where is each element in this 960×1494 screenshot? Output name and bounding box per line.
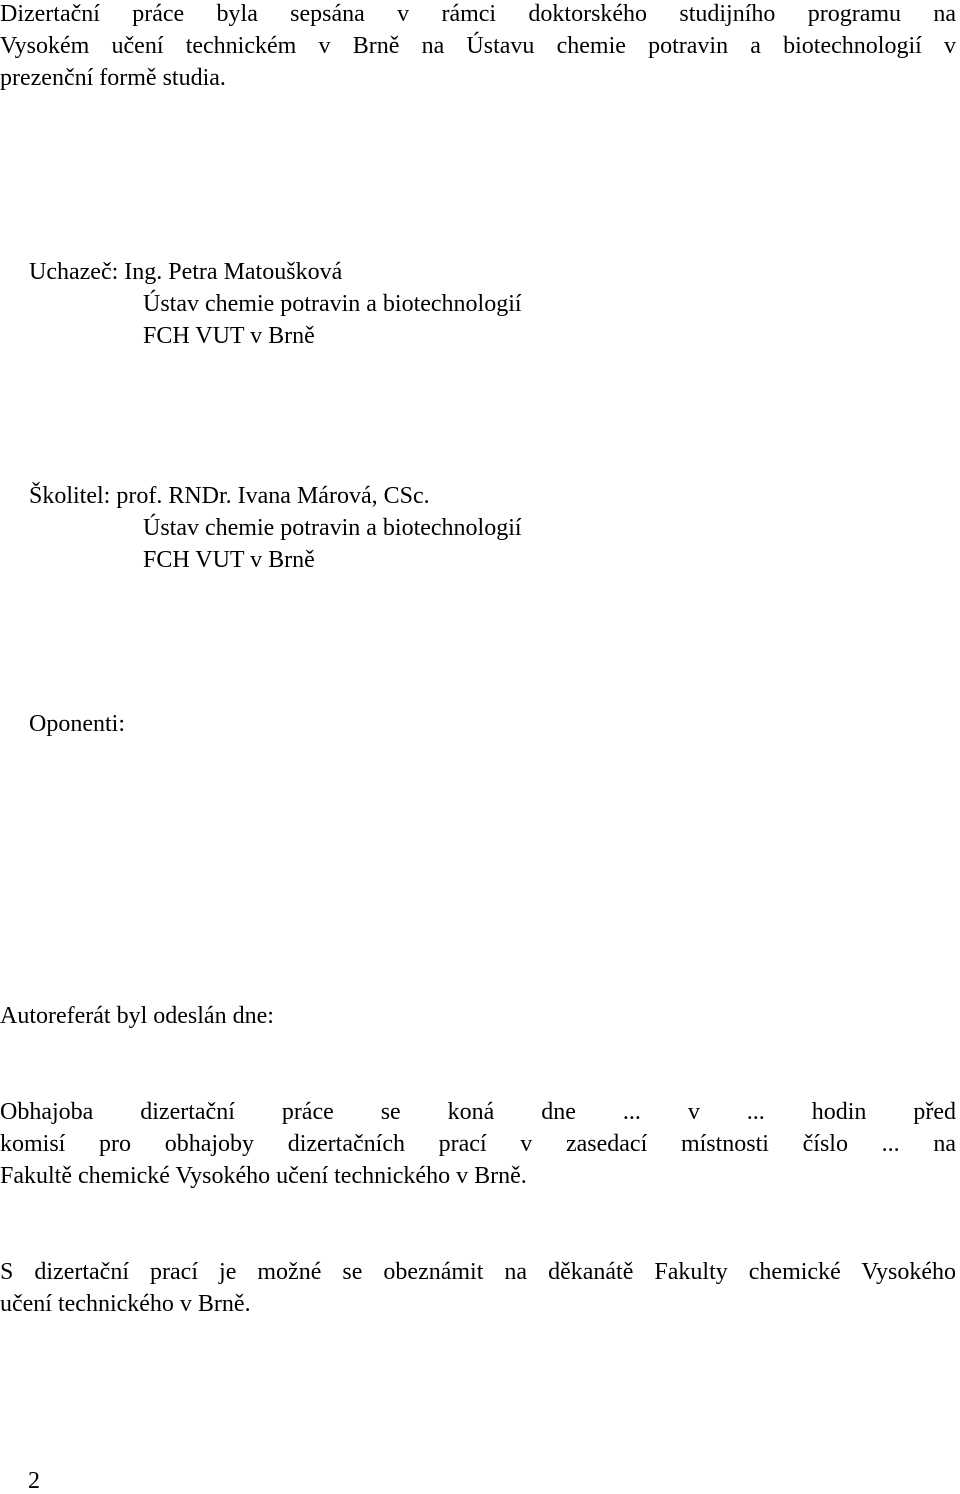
supervisor-name: Školitel: prof. RNDr. Ivana Márová, CSc.	[29, 483, 430, 509]
supervisor-institute: Ústav chemie potravin a biotechnologií	[143, 515, 522, 541]
defense-line-2: komisí pro obhajoby dizertačních prací v zasedací místnosti číslo ... na	[0, 1131, 956, 1157]
opponents-label: Oponenti:	[29, 711, 125, 737]
candidate-institute: Ústav chemie potravin a biotechnologií	[143, 291, 522, 317]
availability-line-1: S dizertační prací je možné se obeznámit na děkanátě Fakulty chemické Vysokého	[0, 1259, 956, 1285]
page-number: 2	[28, 1468, 40, 1494]
defense-line-3: Fakultě chemické Vysokého učení technického v Brně.	[0, 1163, 527, 1189]
defense-line-1: Obhajoba dizertační práce se koná dne ... v ... hodin před	[0, 1099, 956, 1125]
abstract-sent-label: Autoreferát byl odeslán dne:	[0, 1003, 274, 1029]
availability-line-2: učení technického v Brně.	[0, 1291, 251, 1317]
intro-line-1: Dizertační práce byla sepsána v rámci doktorského studijního programu na	[0, 1, 956, 27]
intro-line-3: prezenční formě studia.	[0, 65, 226, 91]
candidate-faculty: FCH VUT v Brně	[143, 323, 315, 349]
intro-line-2: Vysokém učení technickém v Brně na Ústavu chemie potravin a biotechnologií v	[0, 33, 956, 59]
candidate-name: Uchazeč: Ing. Petra Matoušková	[29, 259, 343, 285]
supervisor-faculty: FCH VUT v Brně	[143, 547, 315, 573]
